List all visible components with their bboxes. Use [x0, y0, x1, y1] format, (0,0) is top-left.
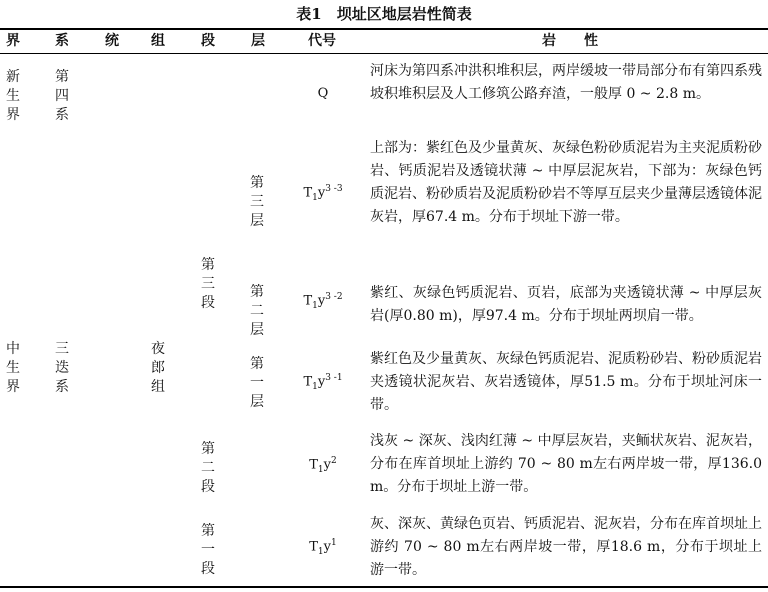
code-base: T [309, 539, 318, 555]
cell-ceng-1: 第一层 [250, 356, 264, 410]
code-base: T [303, 374, 313, 390]
cell-xi-triassic: 三迭系 [55, 341, 69, 395]
header-rule [0, 53, 768, 54]
header-ceng: 层 [251, 33, 265, 49]
cell-ceng-2: 第二层 [250, 284, 264, 338]
code-sup: 3 -2 [325, 292, 343, 302]
header-daihao: 代号 [308, 33, 336, 49]
cell-duan-3: 第三段 [201, 257, 215, 311]
code-sup: 2 [331, 456, 337, 466]
desc-row-t1y3-2: 紫红、灰绿色钙质泥岩、页岩，底部为夹透镜状薄 ~ 中厚层灰岩(厚0.80 m)，厚97.4 m。分布于坝址两坝肩一带。 [370, 285, 762, 324]
code-sup: 3 -1 [325, 373, 343, 383]
header-xi: 系 [55, 33, 69, 49]
cell-jie-mesozoic: 中生界 [6, 341, 20, 395]
code-sup: 1 [331, 538, 337, 548]
code-base: T [303, 293, 313, 309]
cell-duan-1: 第一段 [201, 523, 215, 577]
code-mid: y [323, 457, 332, 473]
cell-ceng-3: 第三层 [250, 175, 264, 229]
code-sub: 1 [317, 546, 324, 557]
cell-xi-quaternary: 第四系 [55, 69, 69, 123]
bottom-rule [0, 586, 768, 588]
header-zu: 组 [151, 33, 165, 49]
cell-jie-cenozoic: 新生界 [6, 69, 20, 123]
desc-row-t1y2: 浅灰 ~ 深灰、浅肉红薄 ~ 中厚层灰岩，夹鲕状灰岩、泥灰岩，分布在库首坝址上游约 70 ~ 80 m左右两岸坡一带，厚136.0 m。分布于坝址上游一带。 [370, 433, 762, 495]
code-sup: 3 -3 [325, 184, 343, 194]
cell-zu-yelang: 夜郎组 [151, 341, 165, 395]
desc-row-t1y3-1: 紫红色及少量黄灰、灰绿色钙质泥岩、泥质粉砂岩、粉砂质泥岩夹透镜状泥灰岩、灰岩透镜体，厚51.5 m。分布于坝址河床一带。 [370, 351, 762, 413]
code-t1y3-2 [288, 292, 358, 311]
code-base: T [309, 457, 318, 473]
code-sub: 1 [312, 300, 318, 311]
cell-duan-2: 第二段 [201, 441, 215, 495]
code-mid: y [317, 293, 326, 309]
header-tong: 统 [105, 33, 119, 49]
code-q [288, 86, 358, 101]
code-sub: 1 [312, 381, 318, 392]
header-duan: 段 [201, 33, 215, 49]
code-mid: y [317, 374, 326, 390]
code-t1y3-3 [288, 184, 358, 203]
code-t1y3-1 [288, 373, 358, 392]
code-sub: 1 [317, 464, 324, 475]
code-mid: y [323, 539, 332, 555]
code-base: Q [317, 86, 329, 101]
header-jie: 界 [6, 33, 20, 49]
code-base: T [303, 185, 313, 201]
code-t1y2 [288, 456, 358, 475]
desc-row-q: 河床为第四系冲洪积堆积层，两岸缓坡一带局部分布有第四系残坡积堆积层及人工修筑公路弃渣，一般厚 0 ~ 2.8 m。 [370, 63, 762, 102]
table-title: 表1 坝址区地层岩性简表 [296, 5, 472, 23]
desc-row-t1y3-3: 上部为：紫红色及少量黄灰、灰绿色粉砂质泥岩为主夹泥质粉砂岩、钙质泥岩及透镜状薄 ~ 中厚层泥灰岩，下部为：灰绿色钙质泥岩、粉砂质岩及泥质粉砂岩不等厚互层夹少量薄层透镜体泥灰岩，厚67.4 m。分布于坝址下游一带。 [370, 140, 762, 225]
desc-row-t1y1: 灰、深灰、黄绿色页岩、钙质泥岩、泥灰岩，分布在库首坝址上游约 70 ~ 80 m左右两岸坡一带，厚18.6 m，分布于坝址上游一带。 [370, 516, 762, 578]
code-t1y1 [288, 538, 358, 557]
code-sub: 1 [312, 192, 318, 203]
header-yanxing: 岩 性 [542, 33, 598, 49]
code-mid: y [317, 185, 326, 201]
